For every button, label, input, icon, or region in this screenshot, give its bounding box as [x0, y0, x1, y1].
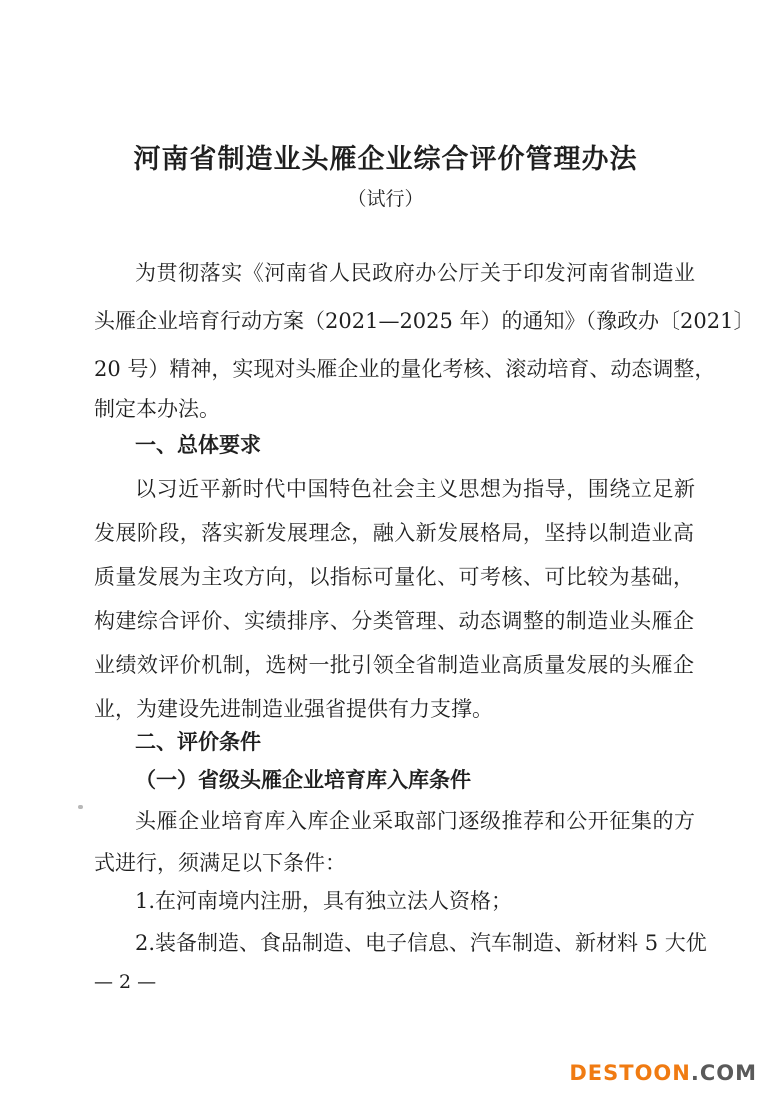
- body-line: 20 号）精神，实现对头雁企业的量化考核、滚动培育、动态调整，: [94, 357, 716, 381]
- body-line: 式进行，须满足以下条件：: [94, 851, 346, 875]
- document-title: 河南省制造业头雁企业综合评价管理办法: [133, 144, 638, 175]
- body-line: 质量发展为主攻方向，以指标可量化、可考核、可比较为基础，: [94, 565, 694, 589]
- watermark-logo: [569, 1061, 757, 1085]
- list-item: 2.装备制造、食品制造、电子信息、汽车制造、新材料 5 大优: [135, 931, 707, 955]
- body-line: 业绩效评价机制，选树一批引领全省制造业高质量发展的头雁企: [94, 653, 694, 677]
- page-number: — 2 —: [94, 971, 157, 993]
- body-line: 头雁企业培育行动方案（2021—2025 年）的通知》（豫政办〔2021〕: [94, 309, 755, 333]
- body-line: 制定本办法。: [94, 397, 220, 421]
- body-line: 发展阶段，落实新发展理念，融入新发展格局，坚持以制造业高: [94, 521, 694, 545]
- document-subtitle: （试行）: [347, 188, 424, 210]
- watermark-main: DESTOON: [569, 1061, 691, 1085]
- section-heading: 一、总体要求: [135, 433, 261, 457]
- section-heading: 二、评价条件: [135, 730, 261, 754]
- body-line: 头雁企业培育库入库企业采取部门逐级推荐和公开征集的方: [135, 809, 695, 833]
- body-line: 以习近平新时代中国特色社会主义思想为指导，围绕立足新: [135, 477, 695, 501]
- scan-speck: [78, 805, 83, 809]
- subsection-heading: （一）省级头雁企业培育库入库条件: [135, 767, 471, 792]
- body-line: 为贯彻落实《河南省人民政府办公厅关于印发河南省制造业: [135, 261, 695, 285]
- body-line: 业，为建设先进制造业强省提供有力支撑。: [94, 697, 493, 721]
- watermark-tld: .COM: [690, 1061, 757, 1085]
- list-item: 1.在河南境内注册，具有独立法人资格；: [135, 889, 513, 913]
- body-line: 构建综合评价、实绩排序、分类管理、动态调整的制造业头雁企: [94, 609, 694, 633]
